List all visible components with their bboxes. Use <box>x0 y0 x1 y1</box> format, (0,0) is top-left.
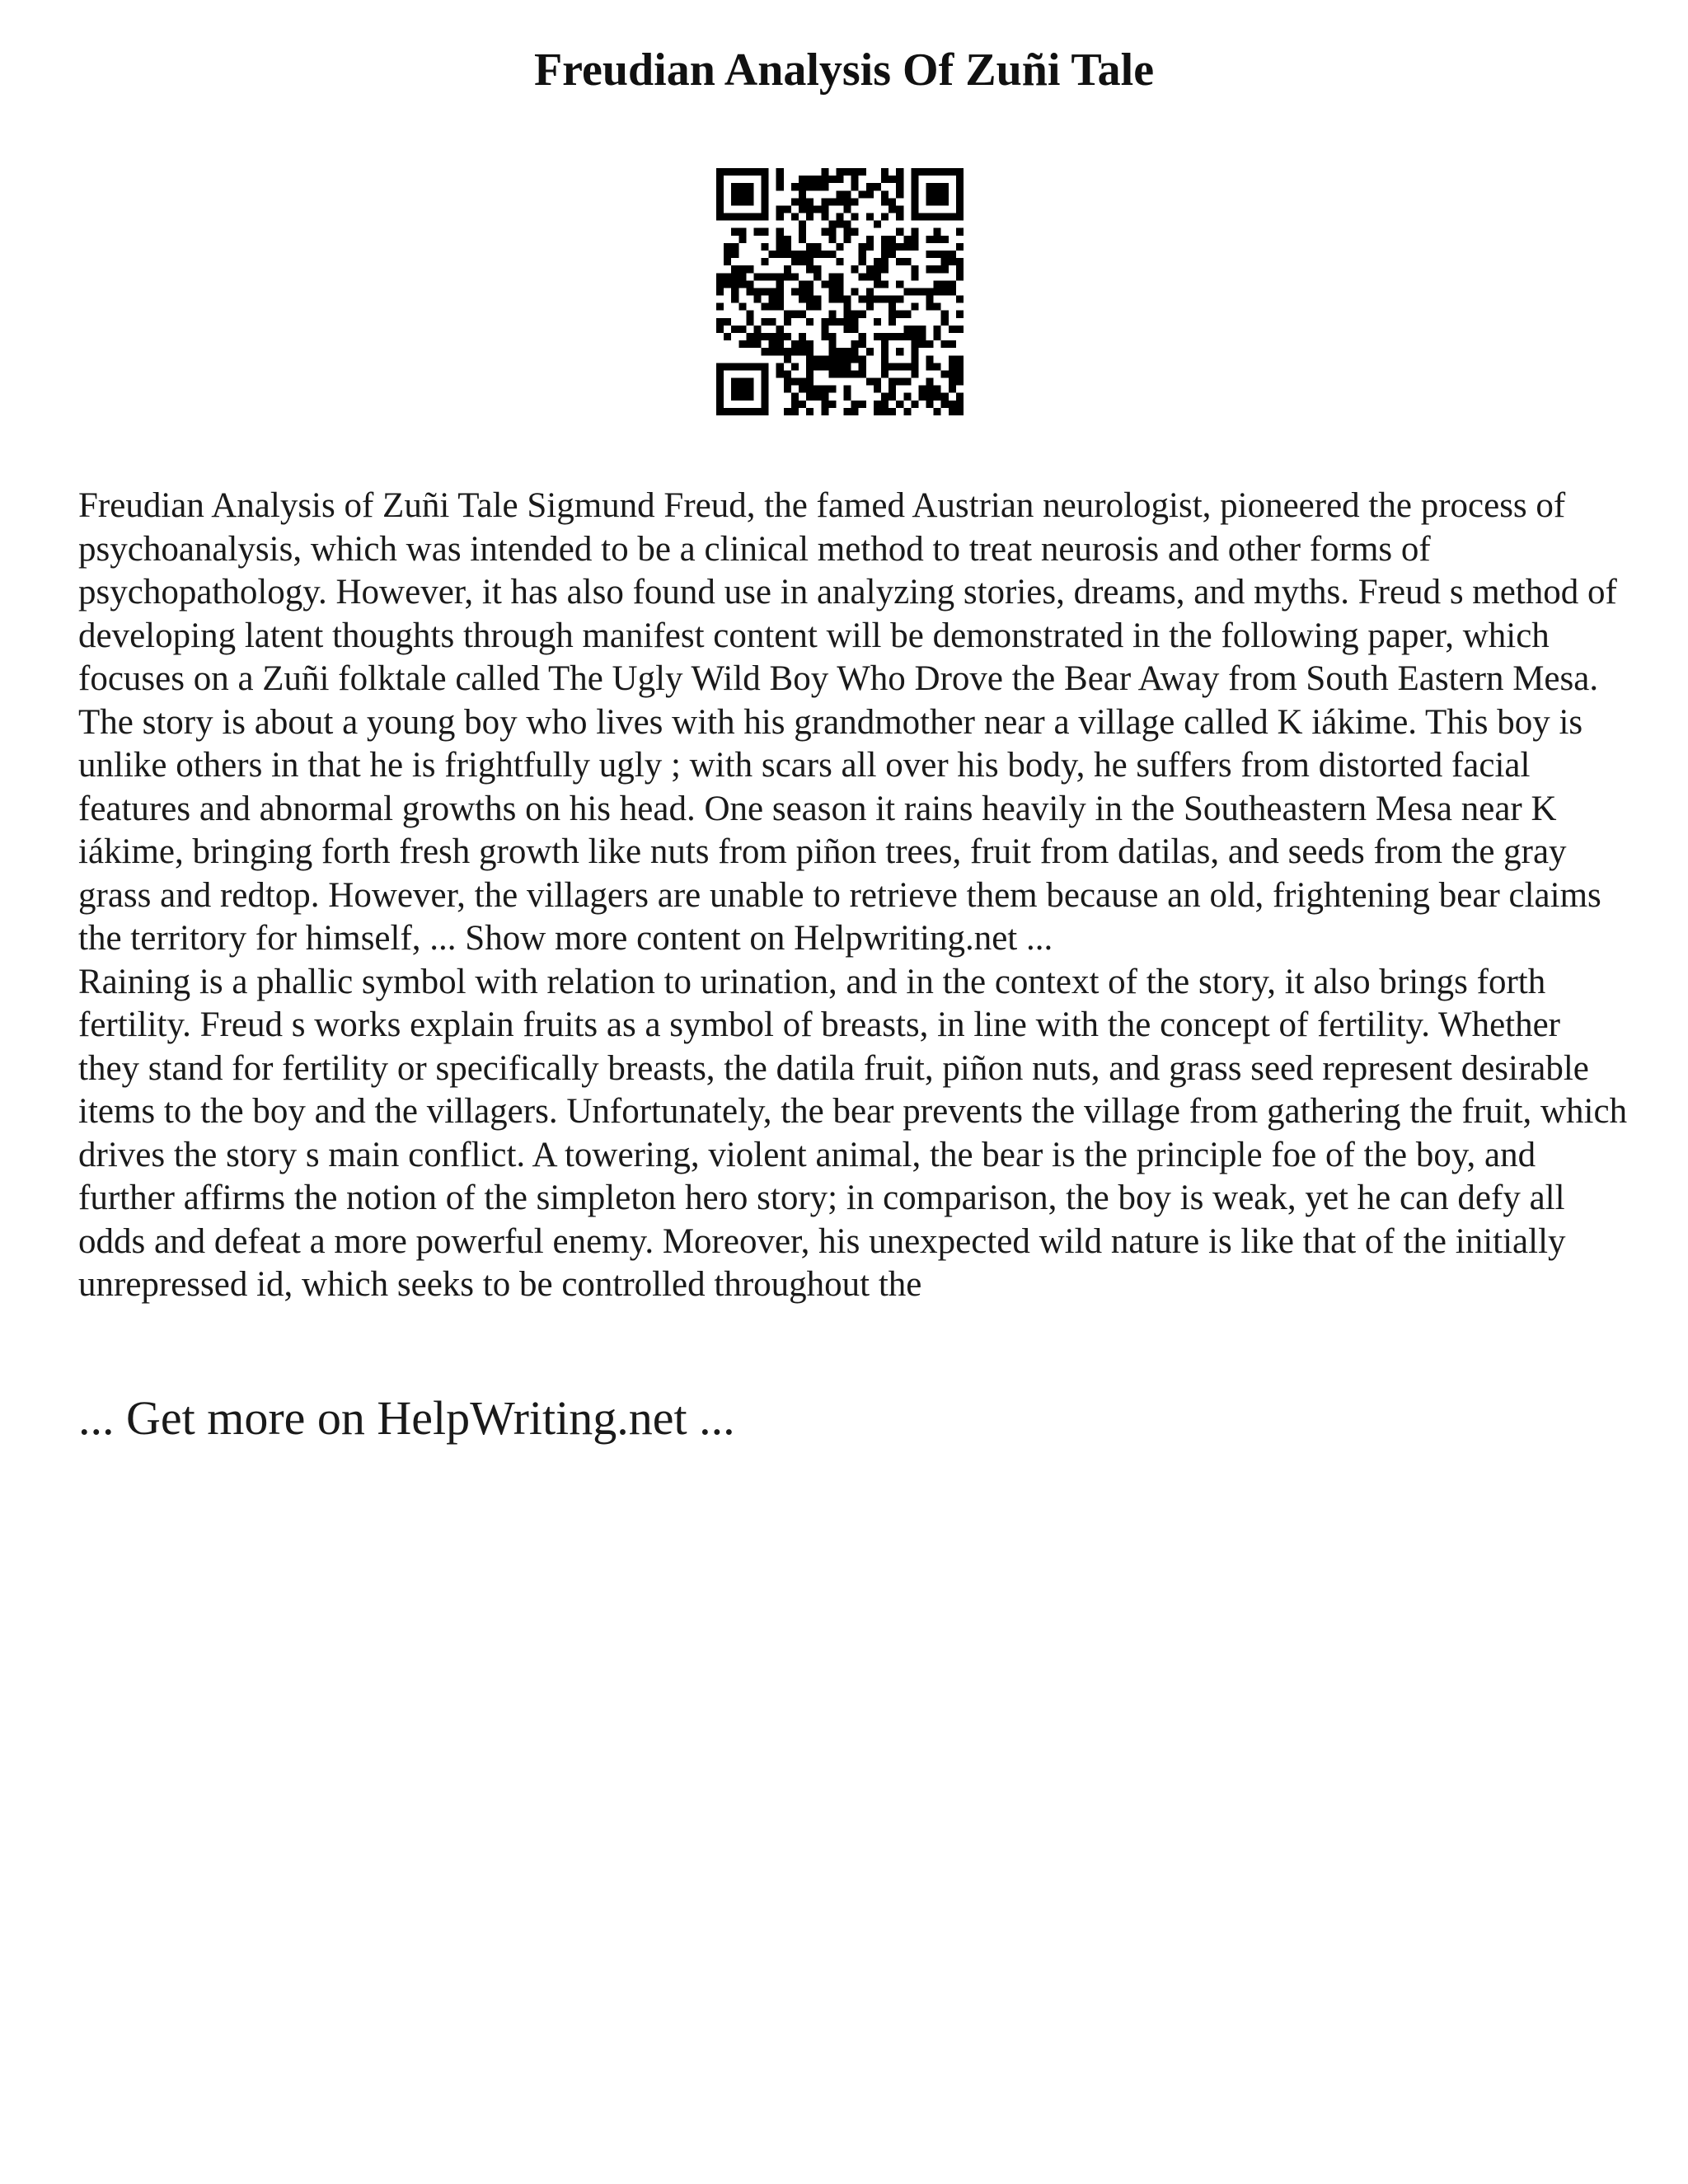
paragraph-1: Freudian Analysis of Zuñi Tale Sigmund Freud, the famed Austrian neurologist, pioneered the process of psychoanalysis, which was intended to be a clinical method to treat neurosis and other forms of psychopathology. However, it has also found use in analyzing stories, dreams, and myths. Freud s method of developing latent thoughts through manifest content will be demonstrated in the following paper, which focuses on a Zuñi folktale called The Ugly Wild Boy Who Drove the Bear Away from South Eastern Mesa. The story is about a young boy who lives with his grandmother near a village called K iákime. This boy is unlike others in that he is frightfully ugly ; with scars all over his body, he suffers from distorted facial features and abnormal growths on his head. One season it rains heavily in the Southeastern Mesa near K iákime, bringing forth fresh growth like nuts from piñon trees, fruit from datilas, and seeds from the gray grass and redtop. However, the villagers are unable to retrieve them because an old, frightening bear claims the territory for himself, ... Show more content on Helpwriting.net ... <box>78 486 1617 958</box>
paragraph-2: Raining is a phallic symbol with relation to urination, and in the context of the story, it also brings forth fertility. Freud s works explain fruits as a symbol of breasts, in line with the concept of fertility. Whether they stand for fertility or specifically breasts, the datila fruit, piñon nuts, and grass seed represent desirable items to the boy and the villagers. Unfortunately, the bear prevents the village from gathering the fruit, which drives the story s main conflict. A towering, violent animal, the bear is the principle foe of the boy, and further affirms the notion of the simpleton hero story; in comparison, the boy is weak, yet he can defy all odds and defeat a more powerful enemy. Moreover, his unexpected wild nature is like that of the initially unrepressed id, which seeks to be controlled throughout the <box>78 962 1628 1304</box>
document-body <box>78 485 1628 1307</box>
document-title: Freudian Analysis Of Zuñi Tale <box>533 45 1155 96</box>
qr-code-icon[interactable] <box>716 168 964 415</box>
get-more-link[interactable]: ... Get more on HelpWriting.net ... <box>78 1391 735 1445</box>
qr-code-graphic <box>716 168 964 415</box>
